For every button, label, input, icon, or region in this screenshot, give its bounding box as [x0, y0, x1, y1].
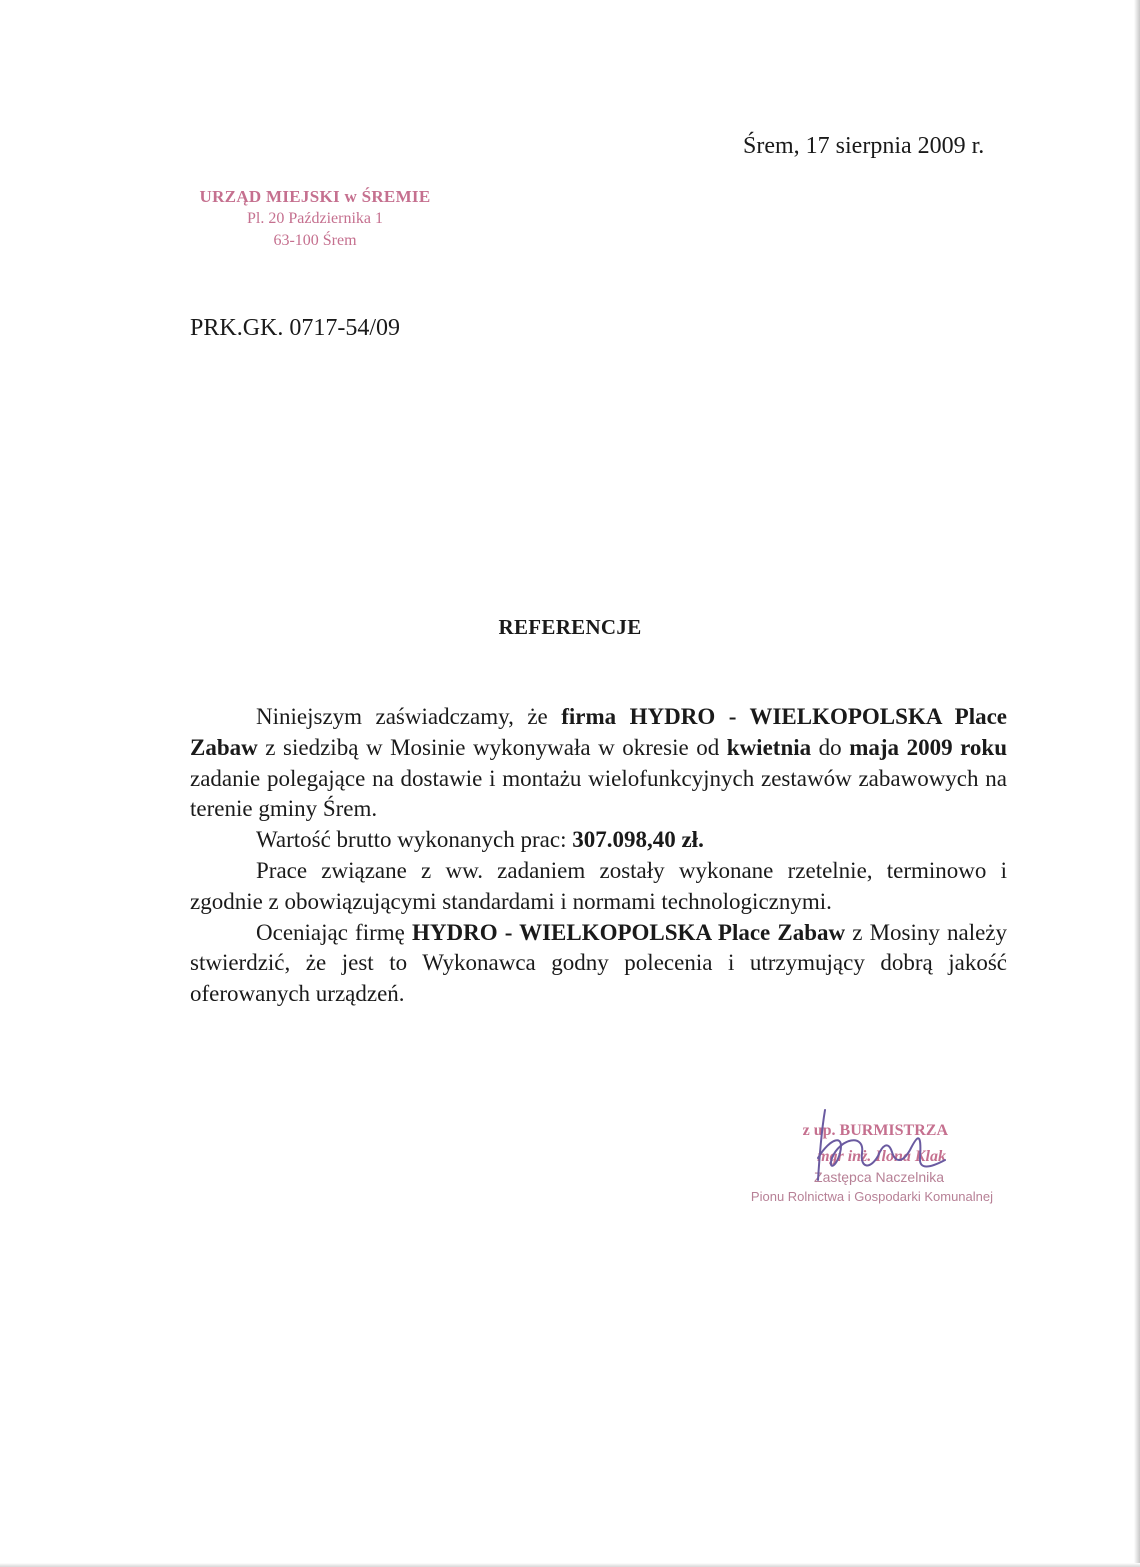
handwritten-signature — [770, 1098, 970, 1188]
office-stamp — [186, 186, 444, 252]
paragraph-quality: Prace związane z ww. zadaniem zostały wykonane rzetelnie, terminowo i zgodnie z obowiązującymi standardami i normami technologicznymi. — [190, 857, 1007, 914]
paragraph-certification: Niniejszym zaświadczamy, że firma HYDRO - WIELKOPOLSKA Place Zabaw z siedzibą w Mosinie wykonywała w okresie od kwietnia do maja 2009 roku zadanie polegające na dostawie i montażu wielofunkcyjnych zestawów zabawowych na terenie gminy Śrem. — [190, 704, 1008, 822]
scan-edge-right — [1134, 0, 1140, 1567]
signature-line-department: Pionu Rolnictwa i Gospodarki Komunalnej — [750, 1189, 993, 1204]
signature-line-authority: z up. BURMISTRZA — [802, 1122, 948, 1139]
signature-line-position: Zastępca Naczelnika — [814, 1169, 944, 1185]
letter-body — [190, 702, 1007, 1010]
paragraph-value: Wartość brutto wykonanych prac: 307.098,40 zł. — [256, 827, 704, 853]
document-title: REFERENCJE — [498, 615, 642, 639]
place-date: Śrem, 17 sierpnia 2009 r. — [743, 133, 985, 159]
stamp-line-office: URZĄD MIEJSKI w ŚREMIE — [199, 187, 431, 206]
stamp-line-city: 63-100 Śrem — [273, 232, 357, 249]
scan-edge-bottom — [0, 1563, 1140, 1567]
reference-number: PRK.GK. 0717-54/09 — [190, 315, 401, 341]
stamp-line-street: Pl. 20 Października 1 — [247, 210, 383, 227]
signature-line-name: mgr inż. Ilona Klak — [817, 1148, 946, 1165]
paragraph-recommendation: Oceniając firmę HYDRO - WIELKOPOLSKA Place Zabaw z Mosiny należy stwierdzić, że jest to Wykonawca godny polecenia i utrzymujący dobrą jakość oferowanych urządzeń. — [190, 919, 1007, 1007]
